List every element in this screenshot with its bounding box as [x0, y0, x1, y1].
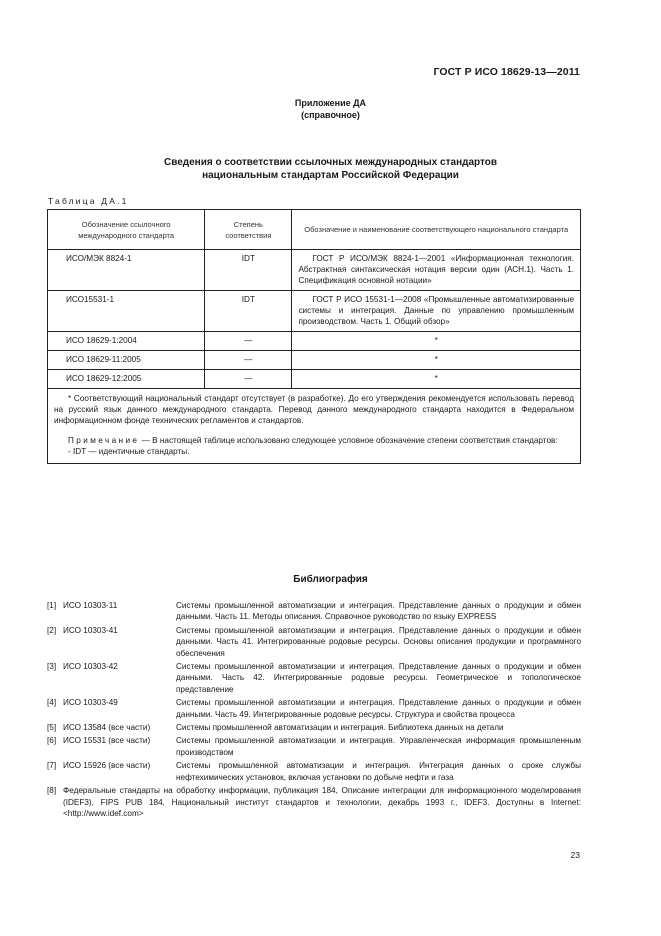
table-notes: [48, 389, 581, 464]
reference-cell: ИСО/МЭК 8824-1: [48, 250, 205, 291]
table-note: [54, 435, 574, 446]
list-item: [47, 697, 581, 720]
table-notes-row: [48, 389, 581, 464]
bib-number: [1]: [47, 601, 57, 610]
national-cell: *: [292, 332, 581, 351]
list-item: [47, 785, 581, 819]
national-cell: *: [292, 351, 581, 370]
degree-cell: —: [205, 370, 292, 389]
reference-cell: ИСО 18629-11:2005: [48, 351, 205, 370]
national-text: ГОСТ Р ИСО 15531-1—2008 «Промышленные автоматизированные системы и интеграция. Данные по управлению промышленным производством. Часть 1. Общий обзор»: [298, 295, 574, 326]
table-row: [48, 250, 581, 291]
bibliography-title: Библиография: [293, 574, 368, 585]
bib-text: Системы промышленной автоматизации и интеграция. Интеграция данных о сроке службы нефтехимических установок, включая установки по добыче нефти и газа: [176, 761, 581, 782]
bib-text: Системы промышленной автоматизации и интеграция. Библиотека данных на детали: [176, 723, 504, 733]
bib-number: [7]: [47, 761, 57, 771]
national-cell: [292, 291, 581, 332]
bib-reference: ИСО 13584 (все части): [63, 723, 151, 733]
table-row: [48, 351, 581, 370]
bib-reference: ИСО 10303-11: [63, 601, 118, 610]
table-header-row: [48, 210, 581, 250]
bib-number: [8]: [47, 786, 57, 796]
header-degree: Степень соответствия: [205, 210, 292, 250]
national-cell: *: [292, 370, 581, 389]
bib-number: [2]: [47, 625, 57, 635]
list-item: [47, 600, 581, 623]
bib-reference: ИСО 10303-49: [63, 698, 118, 708]
list-item: [47, 722, 581, 733]
table-row: [48, 291, 581, 332]
degree-cell: —: [205, 332, 292, 351]
bib-number: [5]: [47, 723, 57, 733]
table-label: Таблица ДА.1: [48, 196, 129, 206]
degree-cell: IDT: [205, 250, 292, 291]
bibliography-list: [47, 600, 581, 821]
bib-text: Системы промышленной автоматизации и интеграция. Управленческая информация промышленным производством: [176, 736, 581, 757]
note-label: Примечание: [68, 435, 140, 445]
bib-number: [3]: [47, 662, 57, 672]
reference-cell: ИСО 18629-12:2005: [48, 370, 205, 389]
bib-number: [4]: [47, 698, 57, 708]
page-number: 23: [570, 850, 580, 860]
note-text: — В настоящей таблице использовано следующее условное обозначение степени соответствия стандартов:: [139, 435, 558, 445]
bib-reference: ИСО 10303-41: [63, 625, 118, 635]
reference-cell: ИСО 18629-1:2004: [48, 332, 205, 351]
section-title-line1: Сведения о соответствии ссылочных международных стандартов: [163, 157, 498, 168]
list-item: [47, 661, 581, 695]
section-title-line2: национальным стандартам Российской Федерации: [202, 170, 459, 181]
list-item: [47, 760, 581, 783]
list-item: [47, 625, 581, 659]
bib-text: Системы промышленной автоматизации и интеграция. Представление данных о продукции и обмен данными. Часть 11. Методы описания. Справочное руководство по языку EXPRESS: [176, 601, 581, 622]
header-national-standard: Обозначение и наименование соответствующего национального стандарта: [292, 210, 581, 250]
header-reference-standard: Обозначение ссылочного международного стандарта: [48, 210, 205, 250]
national-cell: [292, 250, 581, 291]
table-row: [48, 332, 581, 351]
bib-text: Системы промышленной автоматизации и интеграция. Представление данных о продукции и обмен данными. Часть 41. Интегрированные родовые ресурсы. Основы описания продукции и программного обеспечения: [176, 625, 581, 658]
bib-reference: ИСО 15531 (все части): [63, 736, 151, 746]
bib-reference: ИСО 10303-42: [63, 662, 118, 672]
note-item: - IDT — идентичные стандарты.: [68, 446, 190, 456]
national-text: ГОСТ Р ИСО/МЭК 8824-1—2001 «Информационная технология. Абстрактная синтаксическая нотация версии один (АСН.1). Часть 1. Спецификация основной нотации»: [298, 254, 574, 285]
list-item: [47, 735, 581, 758]
appendix-subtitle: (справочное): [301, 110, 360, 120]
bib-text: Системы промышленной автоматизации и интеграция. Представление данных о продукции и обмен данными. Часть 49. Интегрированные родовые ресурсы. Структура и свойства процесса: [176, 698, 581, 719]
appendix-title: Приложение ДА: [294, 98, 367, 108]
table-row: [48, 370, 581, 389]
degree-cell: IDT: [205, 291, 292, 332]
reference-cell: ИСО15531-1: [48, 291, 205, 332]
standard-designation: ГОСТ Р ИСО 18629-13—2011: [433, 66, 580, 78]
bib-text: Федеральные стандарты на обработку информации, публикация 184, Описание интеграции для информационного моделирования (IDEF3), FIPS PUB 184, Национальный институт стандартов и технологии, декабрь 1993 г., IDEF3. Доступны в Internet: <http://www.idef.com>: [63, 786, 581, 818]
bib-text: Системы промышленной автоматизации и интеграция. Представление данных о продукции и обмен данными. Часть 42. Интегрированные родовые ресурсы. Геометрическое и топологическое представление: [176, 662, 581, 694]
bib-reference: ИСО 15926 (все части): [63, 761, 151, 771]
bib-number: [6]: [47, 736, 57, 746]
degree-cell: —: [205, 351, 292, 370]
table-footnote: * Соответствующий национальный стандарт отсутствует (в разработке). До его утверждения рекомендуется использовать перевод на русский язык данного международного стандарта. Перевод данного международного стандарта находится в Федеральном информационном фонде технических регламентов и стандартов.: [54, 394, 574, 426]
correspondence-table: [47, 209, 581, 464]
